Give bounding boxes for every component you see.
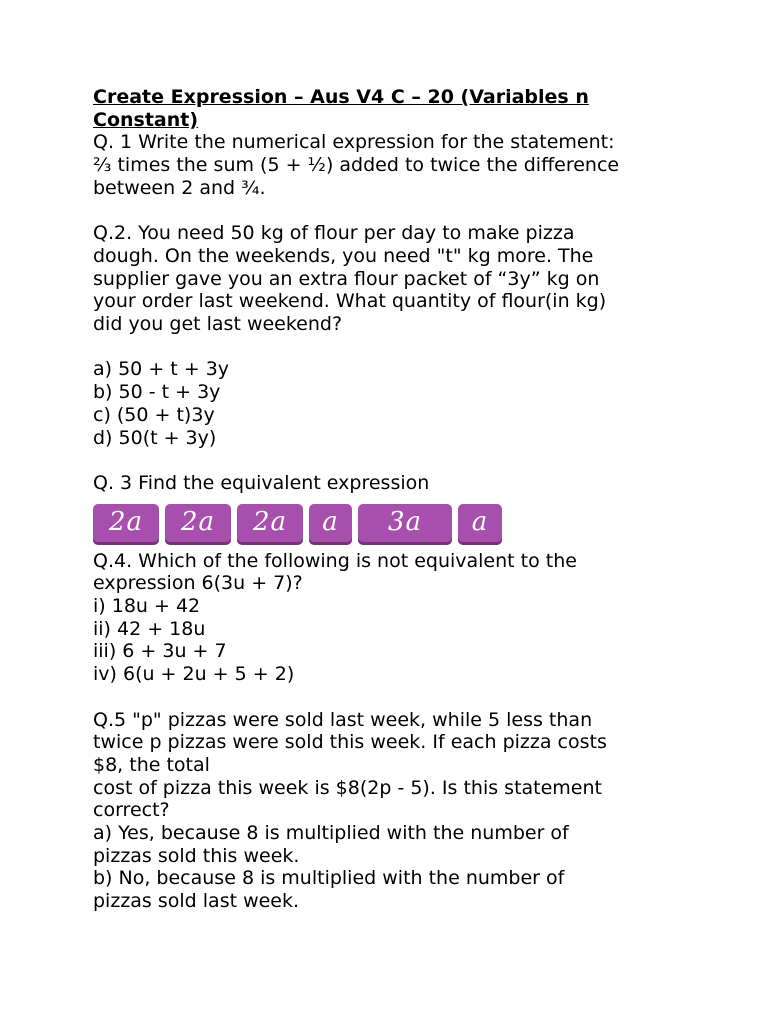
spacer (93, 200, 733, 223)
q2-option-d: d) 50(t + 3y) (93, 426, 217, 449)
spacer (93, 686, 733, 709)
algebra-tile: a (309, 504, 352, 542)
q3-text: Q. 3 Find the equivalent expression (93, 471, 430, 494)
q2-line: your order last weekend. What quantity of flour(in kg) (93, 290, 607, 313)
q2-line: dough. On the weekends, you need "t" kg more. The (93, 244, 594, 267)
algebra-tile: a (458, 504, 502, 542)
question-4 (93, 550, 733, 686)
q5-line: $8, the total (93, 753, 210, 776)
title-line-2: Constant) (93, 108, 199, 131)
algebra-tiles (93, 504, 733, 544)
worksheet (93, 86, 733, 913)
algebra-tile: 2a (165, 504, 231, 542)
algebra-tile: 2a (93, 504, 159, 542)
q5-option-a: a) Yes, because 8 is multiplied with the number of (93, 822, 569, 845)
q1-line: Q. 1 Write the numerical expression for the statement: (93, 131, 615, 154)
q2-line: supplier gave you an extra flour packet of “3y” kg on (93, 267, 600, 290)
q4-option-iv: iv) 6(u + 2u + 5 + 2) (93, 663, 295, 686)
question-2 (93, 222, 733, 449)
q5-option-b: b) No, because 8 is multiplied with the number of (93, 867, 565, 890)
question-5 (93, 709, 733, 913)
q2-option-c: c) (50 + t)3y (93, 403, 215, 426)
q2-line: did you get last weekend? (93, 313, 343, 336)
q2-option-b: b) 50 - t + 3y (93, 381, 221, 404)
spacer (93, 336, 733, 359)
q4-option-i: i) 18u + 42 (93, 595, 201, 618)
q5-line: Q.5 "p" pizzas were sold last week, while 5 less than (93, 708, 593, 731)
q4-option-ii: ii) 42 + 18u (93, 617, 206, 640)
q2-option-a: a) 50 + t + 3y (93, 358, 230, 381)
q5-line: cost of pizza this week is $8(2p - 5). Is this statement (93, 776, 602, 799)
q4-line: expression 6(3u + 7)? (93, 572, 303, 595)
q2-line: Q.2. You need 50 kg of flour per day to make pizza (93, 222, 575, 245)
question-3 (93, 472, 733, 544)
q5-option-b-cont: pizzas sold last week. (93, 890, 300, 913)
q4-line: Q.4. Which of the following is not equivalent to the (93, 549, 577, 572)
question-1 (93, 131, 733, 199)
worksheet-title (93, 86, 733, 131)
spacer (93, 449, 733, 472)
q5-option-a-cont: pizzas sold this week. (93, 844, 300, 867)
title-line-1: Create Expression – Aus V4 C – 20 (Variables n (93, 86, 589, 108)
algebra-tile: 3a (358, 504, 452, 542)
algebra-tile: 2a (237, 504, 303, 542)
q1-line: between 2 and ¾. (93, 176, 266, 199)
q5-line: twice p pizzas were sold this week. If each pizza costs (93, 731, 607, 754)
q4-option-iii: iii) 6 + 3u + 7 (93, 640, 227, 663)
q1-line: ⅔ times the sum (5 + ½) added to twice the difference (93, 154, 620, 177)
q5-line: correct? (93, 799, 170, 822)
